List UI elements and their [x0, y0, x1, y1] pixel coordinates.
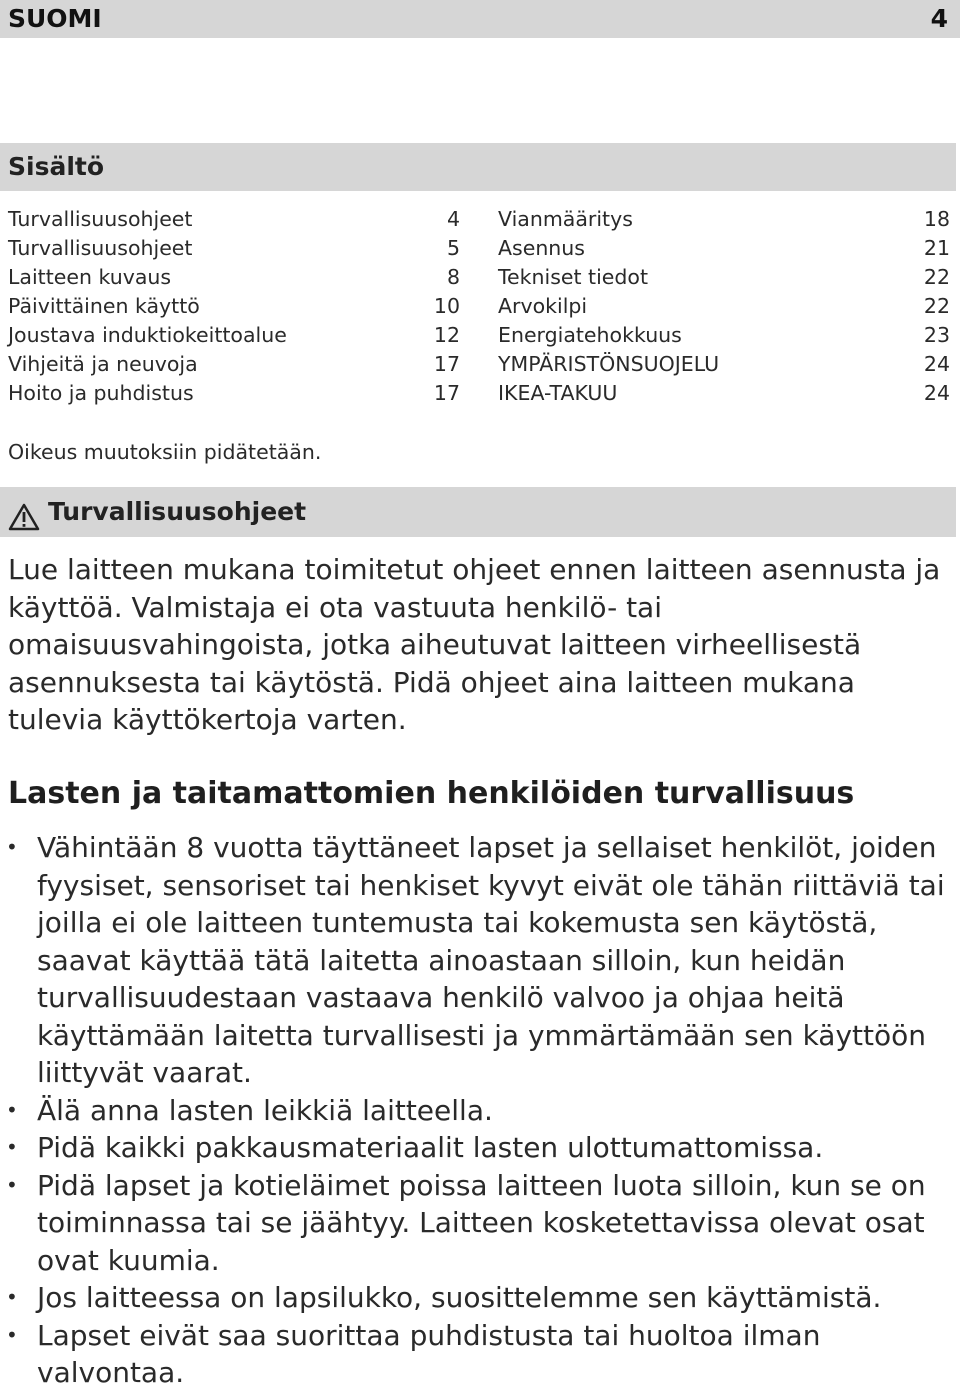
bullet-dot: • [6, 1135, 18, 1159]
child-safety-list [0, 829, 945, 1392]
toc-entry-label: Asennus [498, 236, 585, 260]
list-item-text: Älä anna lasten leikkiä laitteella. [37, 1093, 493, 1127]
toc-entry[interactable] [8, 379, 460, 408]
toc-right-column [498, 205, 950, 408]
toc-entry-page: 24 [923, 381, 950, 405]
list-item-text: Pidä lapset ja kotieläimet poissa laitteen luota silloin, kun se on toiminnassa tai se jäähtyy. Laitteen kosketettavissa olevat osat ovat kuumia. [37, 1168, 926, 1277]
toc-entry-label: Joustava induktiokeittoalue [8, 323, 287, 347]
toc-entry[interactable] [8, 205, 460, 234]
toc-entry-page: 17 [433, 381, 460, 405]
list-item-text: Pidä kaikki pakkausmateriaalit lasten ulottumattomissa. [37, 1131, 824, 1164]
toc-entry-label: IKEA-TAKUU [498, 381, 618, 405]
header-page-number: 4 [930, 4, 948, 33]
toc-entry-page: 12 [433, 323, 460, 347]
toc-entry[interactable] [8, 234, 460, 263]
toc-entry[interactable] [498, 263, 950, 292]
child-safety-heading: Lasten ja taitamattomien henkilöiden turvallisuus [8, 776, 855, 811]
changes-reserved-note: Oikeus muutoksiin pidätetään. [8, 440, 322, 464]
toc-entry-label: Tekniset tiedot [498, 265, 648, 289]
toc-entry[interactable] [498, 292, 950, 321]
toc-entry-page: 24 [923, 352, 950, 376]
list-item [0, 829, 945, 1092]
toc-entry-page: 22 [923, 265, 950, 289]
safety-intro-paragraph: Lue laitteen mukana toimitetut ohjeet ennen laitteen asennusta ja käyttöä. Valmistaja ei ota vastuuta henkilö- tai omaisuusvahingoista, jotka aiheutuvat laitteen virheellisestä asennuksesta tai käytöstä. Pidä ohjeet aina laitteen mukana tulevia käyttökertoja varten. [8, 553, 941, 736]
list-item [0, 1317, 945, 1392]
toc-entry-label: Turvallisuusohjeet [8, 236, 193, 260]
toc-entry-label: Päivittäinen käyttö [8, 294, 200, 318]
header-language: SUOMI [8, 4, 102, 33]
toc-entry-page: 23 [923, 323, 950, 347]
bullet-dot: • [6, 1285, 18, 1309]
safety-heading [8, 487, 306, 537]
list-item [0, 1167, 945, 1280]
list-item [0, 1129, 945, 1167]
toc-entry-page: 10 [433, 294, 460, 318]
toc-entry-label: Turvallisuusohjeet [8, 207, 193, 231]
toc-entry-label: Energiatehokkuus [498, 323, 682, 347]
toc-entry-label: Vihjeitä ja neuvoja [8, 352, 198, 376]
list-item [0, 1279, 945, 1317]
toc-entry-page: 22 [923, 294, 950, 318]
page-header [0, 0, 960, 38]
safety-title: Turvallisuusohjeet [48, 497, 307, 526]
toc-entry-label: Laitteen kuvaus [8, 265, 172, 289]
bullet-dot: • [6, 835, 18, 859]
list-item-text: Jos laitteessa on lapsilukko, suosittelemme sen käyttämistä. [37, 1281, 882, 1314]
list-item-text: Lapset eivät saa suorittaa puhdistusta tai huoltoa ilman valvontaa. [37, 1318, 821, 1389]
toc-entry[interactable] [498, 350, 950, 379]
toc-entry-page: 8 [446, 265, 460, 289]
toc-entry-page: 4 [446, 207, 460, 231]
toc-entry-label: Vianmääritys [498, 207, 633, 231]
toc-entry[interactable] [8, 350, 460, 379]
toc-entry-label: YMPÄRISTÖNSUOJELU [498, 352, 720, 376]
warning-triangle-icon [8, 498, 40, 526]
toc-entry-page: 18 [923, 207, 950, 231]
toc-entry-label: Arvokilpi [498, 294, 588, 318]
toc-title: Sisältö [8, 152, 105, 181]
bullet-dot: • [6, 1172, 18, 1197]
toc-entry[interactable] [498, 234, 950, 263]
toc-entry[interactable] [498, 379, 950, 408]
toc-entry[interactable] [8, 292, 460, 321]
toc-entry-label: Hoito ja puhdistus [8, 381, 194, 405]
list-item [0, 1092, 945, 1130]
bullet-dot: • [6, 1097, 18, 1122]
toc-title-bar [0, 143, 956, 191]
toc-entry[interactable] [8, 321, 460, 350]
toc-entry[interactable] [8, 263, 460, 292]
toc-entry-page: 5 [446, 236, 460, 260]
toc-entry[interactable] [498, 321, 950, 350]
toc-left-column [8, 205, 460, 408]
toc-entry-page: 17 [433, 352, 460, 376]
list-item-text: Vähintään 8 vuotta täyttäneet lapset ja sellaiset henkilöt, joiden fyysiset, sensoriset tai henkiset kyvyt eivät ole tähän riittäviä tai joilla ei ole laitteen tuntemusta tai kokemusta sen käytöstä, saavat käyttää tätä laitetta ainoastaan silloin, kun heidän turvallisuudestaan vastaava henkilö valvoo ja ohjaa heitä käyttämään laitetta turvallisesti ja ymmärtämään sen käyttöön liittyvät vaarat. [37, 831, 945, 1089]
toc-entry[interactable] [498, 205, 950, 234]
toc-entry-page: 21 [923, 236, 950, 260]
bullet-dot: • [6, 1322, 18, 1347]
